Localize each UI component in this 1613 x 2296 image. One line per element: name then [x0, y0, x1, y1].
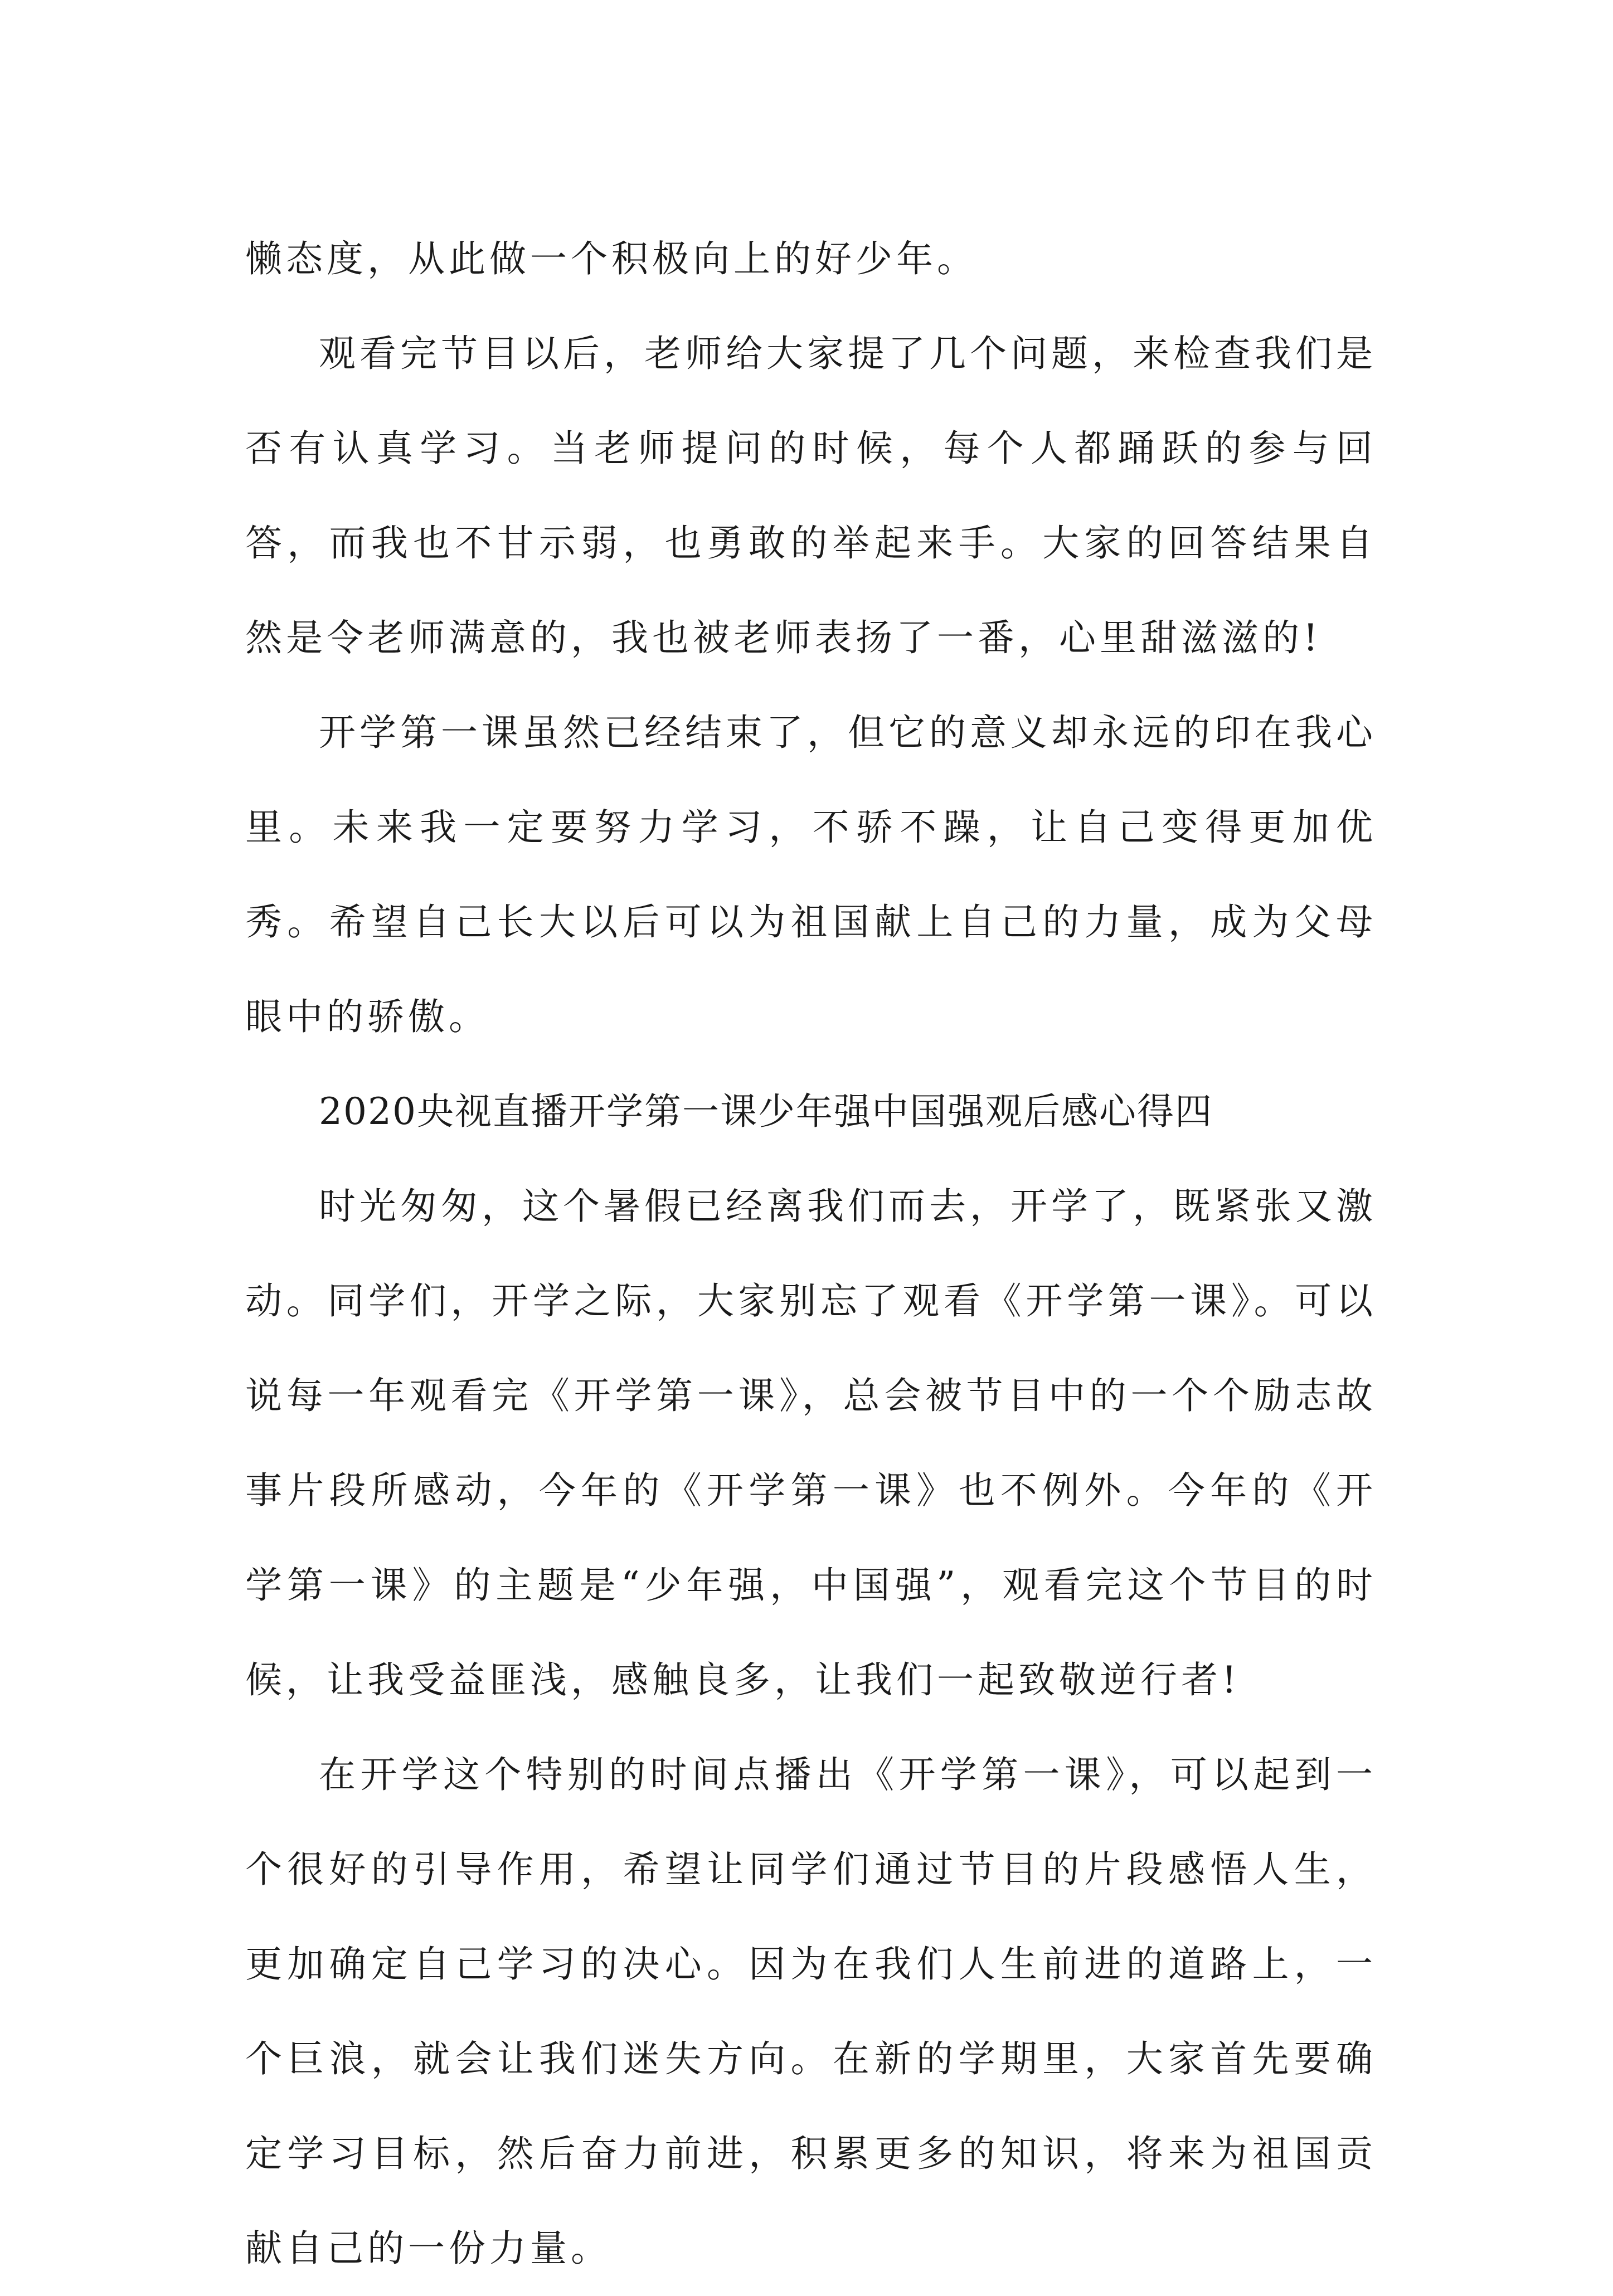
paragraph: 时光匆匆，这个暑假已经离我们而去，开学了，既紧张又激动。同学们，开学之际，大家别忘了观看《开学第一课》。可以说每一年观看完《开学第一课》，总会被节目中的一个个励志故事片段所感动，今年的《开学第一课》也不例外。今年的《开学第一课》的主题是“少年强，中国强”，观看完这个节目的时候，让我受益匪浅，感触良多，让我们一起致敬逆行者!: [245, 1185, 1377, 1701]
paragraph: 开学第一课虽然已经结束了，但它的意义却永远的印在我心里。未来我一定要努力学习，不骄不躁，让自己变得更加优秀。希望自己长大以后可以为祖国献上自己的力量，成为父母眼中的骄傲。: [245, 711, 1377, 1038]
paragraph-continued: 懒态度，从此做一个积极向上的好少年。: [245, 237, 978, 280]
paragraph: 在开学这个特别的时间点播出《开学第一课》，可以起到一个很好的引导作用，希望让同学们通过节目的片段感悟人生，更加确定自己学习的决心。因为在我们人生前进的道路上，一个巨浪，就会让我们迷失方向。在新的学期里，大家首先要确定学习目标，然后奋力前进，积累更多的知识，将来为祖国贡献自己的一份力量。: [245, 1753, 1377, 2270]
paragraph: 观看完节目以后，老师给大家提了几个问题，来检查我们是否有认真学习。当老师提问的时候，每个人都踊跃的参与回答，而我也不甘示弱，也勇敢的举起来手。大家的回答结果自然是令老师满意的，我也被老师表扬了一番，心里甜滋滋的!: [245, 332, 1377, 659]
section-heading: 2020央视直播开学第一课少年强中国强观后感心得四: [319, 1090, 1213, 1133]
document-body: [245, 212, 1377, 2296]
